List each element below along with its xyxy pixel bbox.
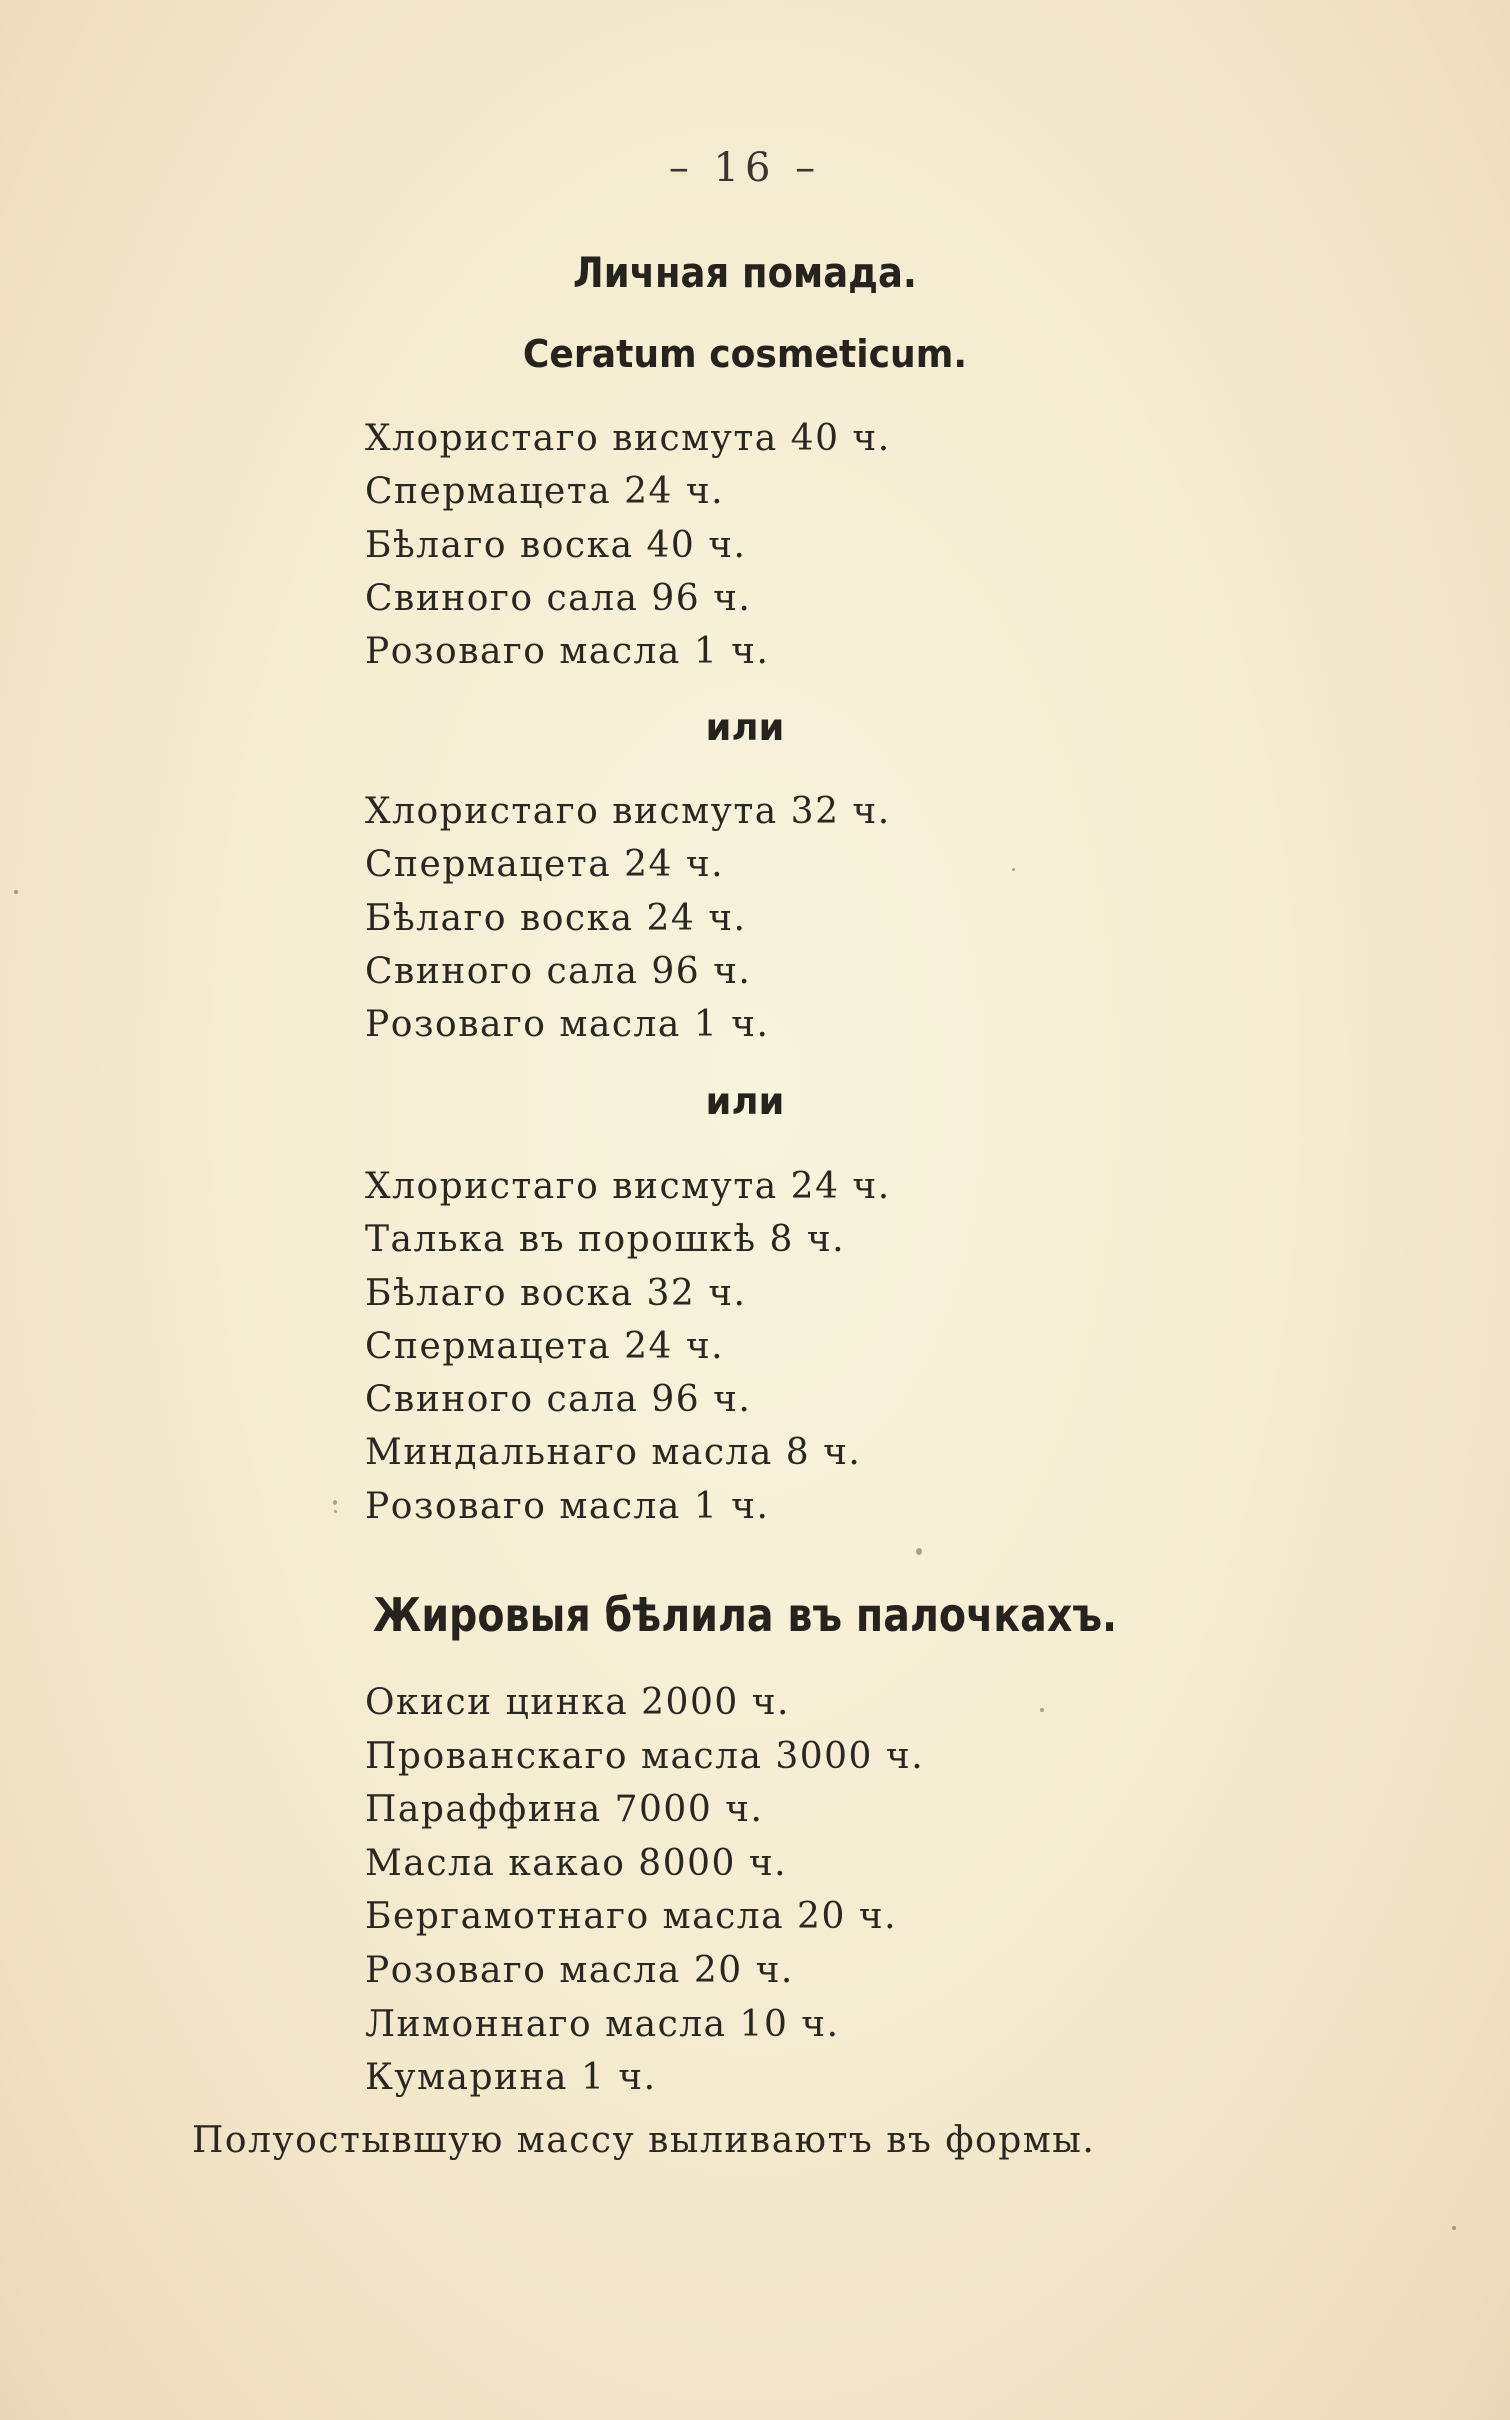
paper-speck (1452, 2226, 1456, 2230)
ingredient-line: Лимоннаго масла 10 ч. (365, 2003, 840, 2045)
section-subtitle-latin: Ceratum cosmeticum. (522, 332, 968, 376)
or-separator-2: или (705, 1080, 785, 1123)
ingredient-line: Розоваго масла 1 ч. (365, 1004, 770, 1046)
paper-speck (1012, 868, 1015, 871)
or-separator-1: или (705, 706, 785, 749)
ingredient-line: Розоваго масла 20 ч. (365, 1949, 794, 1991)
ingredient-line: Спермацета 24 ч. (365, 844, 725, 886)
ingredient-line: Миндальнаго масла 8 ч. (365, 1432, 862, 1474)
recipe-4-ingredients (365, 1676, 924, 2105)
ingredient-line: Хлористаго висмута 32 ч. (365, 791, 891, 832)
recipe-2-ingredients (365, 785, 891, 1051)
paper-speck (333, 1500, 337, 1505)
ingredient-line: Спермацета 24 ч. (365, 1325, 725, 1367)
ingredient-line: Розоваго масла 1 ч. (365, 631, 770, 673)
ingredient-line: Свиного сала 96 ч. (365, 950, 752, 992)
ingredient-line: Параффина 7000 ч. (365, 1789, 764, 1831)
paper-speck (334, 1510, 337, 1513)
ingredient-line: Бѣлаго воска 24 ч. (365, 897, 747, 939)
ingredient-line: Спермацета 24 ч. (365, 471, 725, 513)
ingredient-line: Розоваго масла 1 ч. (365, 1485, 770, 1527)
ingredient-line: Свиного сала 96 ч. (365, 1379, 752, 1421)
section-title-fat-white-sticks: Жировыя бѣлила въ палочкахъ. (372, 1588, 1118, 1642)
recipe-3-ingredients (365, 1160, 891, 1533)
instruction-note: Полуостывшую массу выливаютъ въ формы. (192, 2120, 1096, 2161)
ingredient-line: Бѣлаго воска 32 ч. (365, 1272, 747, 1314)
ingredient-line: Масла какао 8000 ч. (365, 1842, 788, 1884)
paper-speck (916, 1548, 922, 1555)
ingredient-line: Хлористаго висмута 40 ч. (365, 418, 891, 459)
section-title-lip-pomade: Личная помада. (573, 248, 917, 297)
page-number: – 16 – (668, 145, 822, 191)
ingredient-line: Окиси цинка 2000 ч. (365, 1682, 790, 1723)
ingredient-line: Свиного сала 96 ч. (365, 577, 752, 619)
recipe-1-ingredients (365, 412, 891, 678)
ingredient-line: Кумарина 1 ч. (365, 2057, 657, 2099)
ingredient-line: Бѣлаго воска 40 ч. (365, 524, 747, 566)
paper-speck (1040, 1708, 1044, 1712)
paper-speck (14, 890, 18, 894)
ingredient-line: Хлористаго висмута 24 ч. (365, 1166, 891, 1207)
ingredient-line: Бергамотнаго масла 20 ч. (365, 1896, 898, 1938)
ingredient-line: Талька въ порошкѣ 8 ч. (365, 1219, 846, 1261)
ingredient-line: Прованскаго масла 3000 ч. (365, 1735, 925, 1777)
